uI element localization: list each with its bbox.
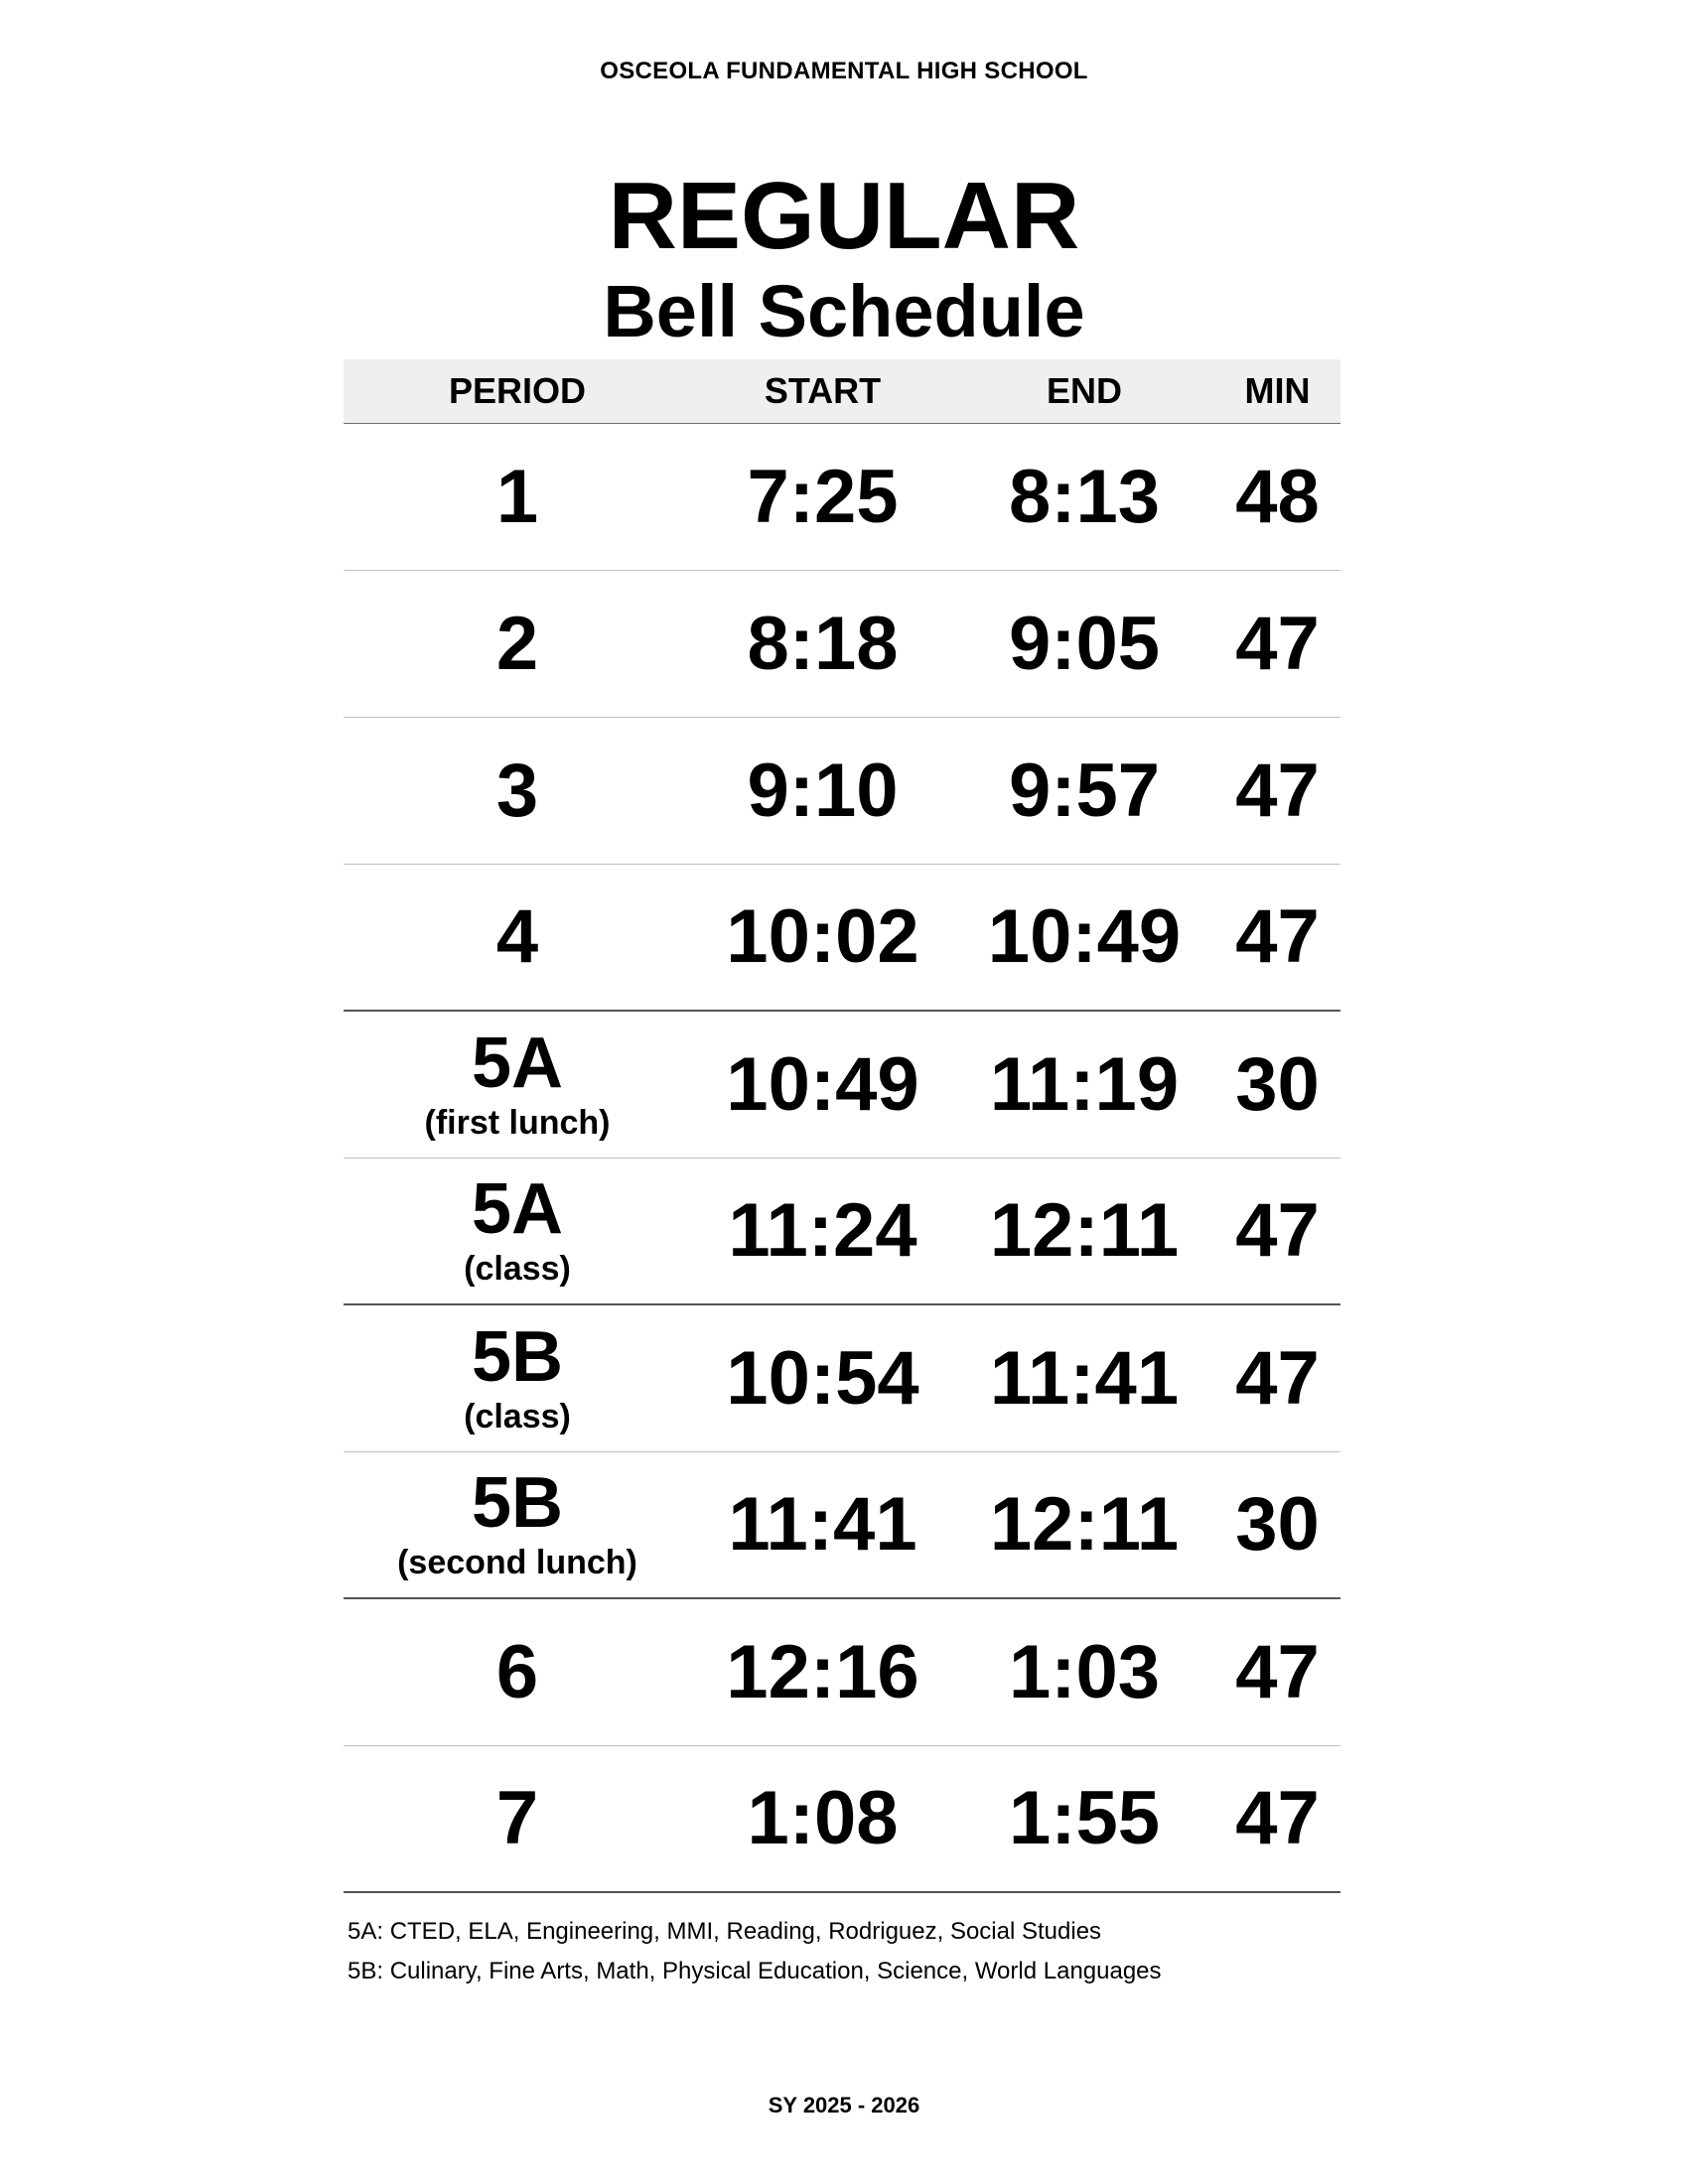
school-name: OSCEOLA FUNDAMENTAL HIGH SCHOOL (600, 58, 1088, 84)
period-note: (class) (464, 1397, 571, 1435)
end-time-cell: 11:41 (989, 1335, 1180, 1421)
period-note: (class) (464, 1250, 571, 1288)
minutes-cell: 48 (1235, 454, 1320, 539)
minutes-cell: 47 (1235, 894, 1320, 979)
school-year: SY 2025 - 2026 (768, 2093, 920, 2117)
start-time-cell: 7:25 (747, 454, 899, 539)
table-row (344, 571, 1340, 718)
minutes-cell: 47 (1235, 1776, 1320, 1860)
start-time-cell: 10:49 (726, 1041, 919, 1127)
period-cell (344, 1169, 691, 1289)
end-time-cell: 12:11 (989, 1188, 1180, 1273)
table-row (344, 1305, 1340, 1452)
period-cell: 1 (495, 454, 539, 539)
period-note: (first lunch) (424, 1103, 611, 1142)
minutes-cell: 47 (1235, 748, 1320, 833)
bell-schedule-table (344, 359, 1340, 1893)
period-cell (344, 1463, 691, 1582)
period-label: 5A (471, 1023, 564, 1103)
end-time-cell: 1:03 (1008, 1629, 1161, 1714)
minutes-cell: 30 (1235, 1482, 1320, 1567)
minutes-cell: 47 (1235, 601, 1320, 686)
end-time-cell: 10:49 (987, 894, 1182, 979)
start-time-cell: 1:08 (747, 1776, 899, 1860)
minutes-cell: 47 (1235, 1629, 1320, 1714)
table-row (344, 1159, 1340, 1305)
period-note: (second lunch) (397, 1544, 637, 1581)
table-row (344, 1746, 1340, 1893)
period-label: 5A (471, 1169, 564, 1249)
table-row (344, 424, 1340, 571)
table-header-row (344, 359, 1340, 424)
table-row (344, 1452, 1340, 1599)
end-time-cell: 1:55 (1008, 1776, 1161, 1860)
end-time-cell: 9:57 (1008, 748, 1161, 833)
period-cell: 7 (495, 1776, 539, 1860)
start-time-cell: 10:54 (726, 1335, 919, 1421)
period-cell: 4 (495, 894, 539, 979)
start-time-cell: 12:16 (726, 1629, 919, 1714)
schedule-subtitle: Bell Schedule (603, 270, 1085, 352)
end-time-cell: 8:13 (1008, 454, 1161, 539)
minutes-cell: 47 (1235, 1335, 1320, 1421)
start-time-cell: 9:10 (747, 748, 899, 833)
period-cell (344, 1023, 691, 1143)
start-time-cell: 10:02 (726, 894, 919, 979)
period-cell: 2 (495, 601, 539, 686)
period-label: 5B (471, 1316, 564, 1397)
period-cell: 6 (495, 1629, 539, 1714)
start-time-cell: 11:41 (728, 1482, 917, 1567)
minutes-cell: 30 (1235, 1041, 1320, 1127)
table-row (344, 1012, 1340, 1159)
period-label: 5B (471, 1463, 564, 1543)
end-time-cell: 9:05 (1008, 601, 1161, 686)
table-row (344, 718, 1340, 865)
column-header-end: END (1046, 370, 1122, 411)
column-header-min: MIN (1244, 370, 1311, 411)
start-time-cell: 11:24 (728, 1188, 917, 1273)
period-cell: 3 (495, 748, 539, 833)
lunch-group-notes (348, 1912, 1162, 1991)
minutes-cell: 47 (1235, 1188, 1320, 1273)
note-5b: 5B: Culinary, Fine Arts, Math, Physical Education, Science, World Languages (348, 1958, 1162, 1984)
table-row (344, 1599, 1340, 1746)
column-header-start: START (764, 370, 882, 411)
period-cell (344, 1316, 691, 1436)
end-time-cell: 12:11 (989, 1482, 1180, 1567)
schedule-title: REGULAR (608, 163, 1080, 269)
start-time-cell: 8:18 (747, 601, 899, 686)
note-5a: 5A: CTED, ELA, Engineering, MMI, Reading, Rodriguez, Social Studies (348, 1918, 1102, 1945)
table-row (344, 865, 1340, 1012)
column-header-period: PERIOD (448, 370, 587, 411)
end-time-cell: 11:19 (989, 1041, 1180, 1127)
